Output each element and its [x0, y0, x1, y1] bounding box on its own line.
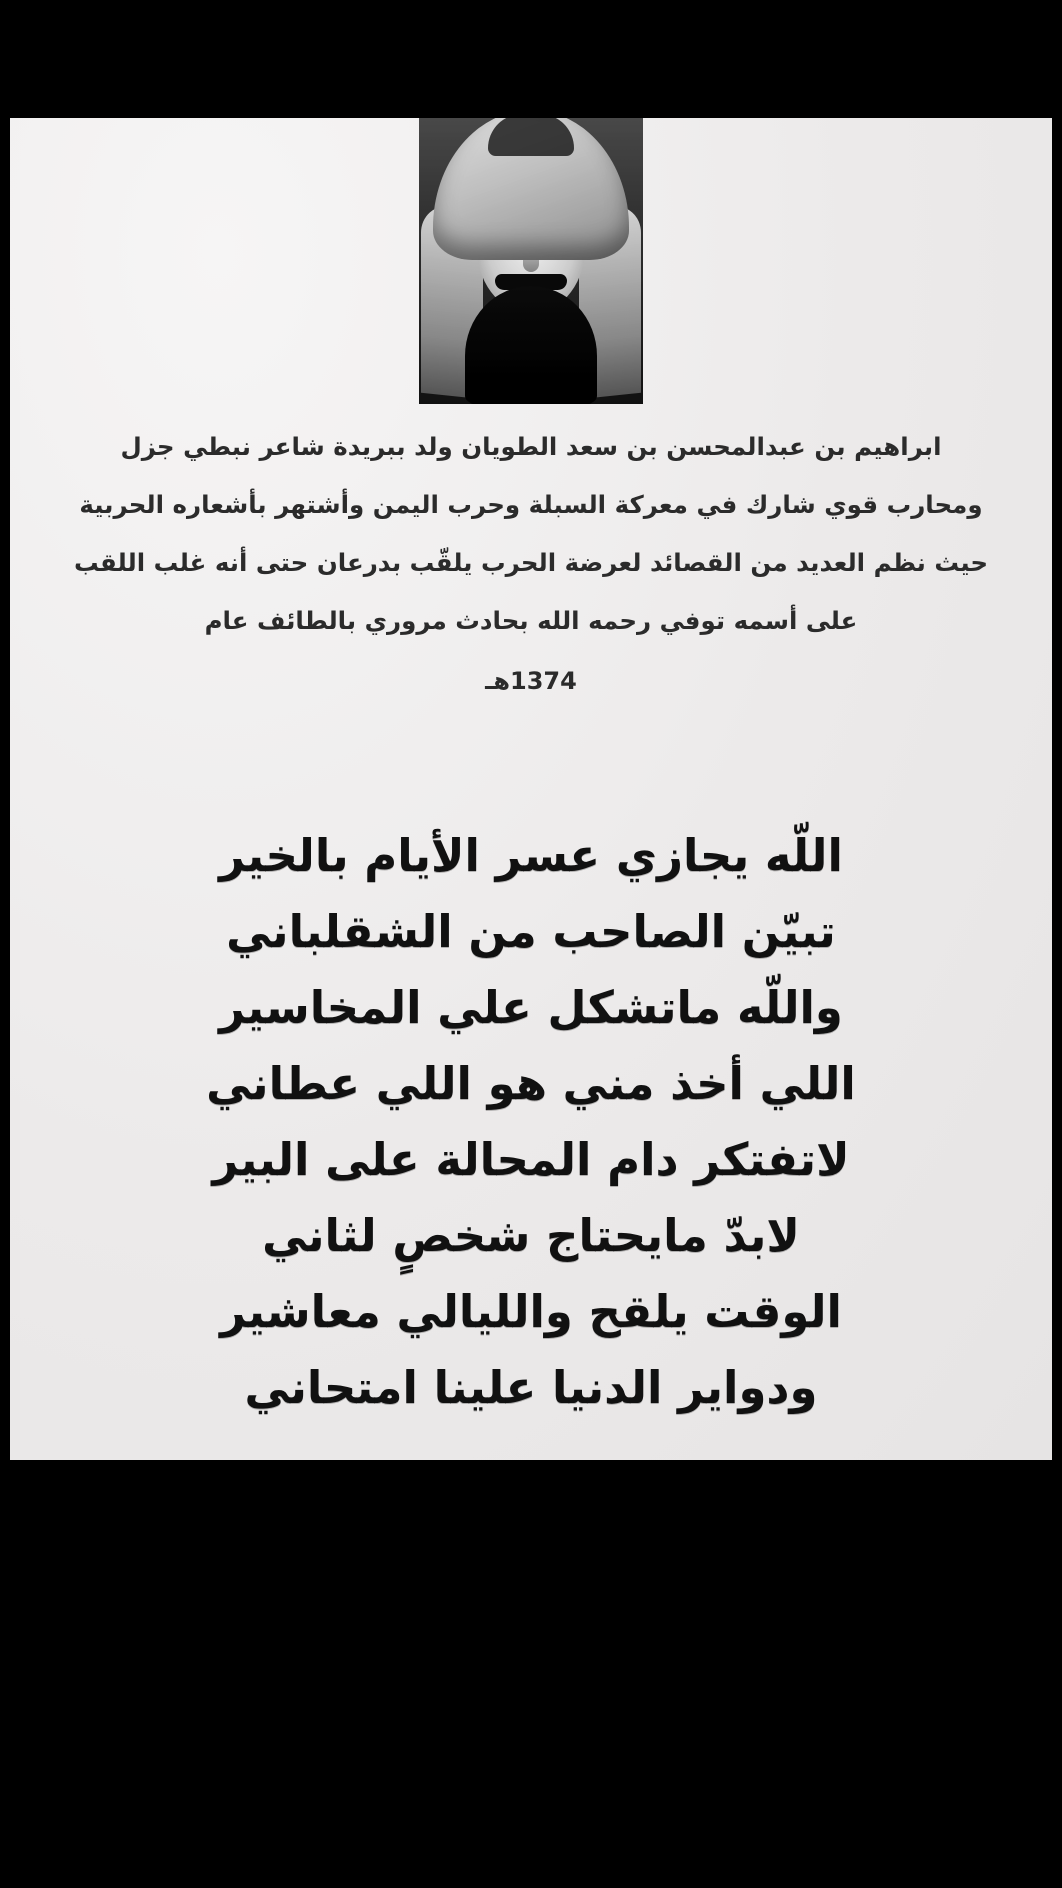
poem-line: لابدّ مايحتاج شخصٍ لثاني [262, 1209, 800, 1262]
poem-line: تبيّن الصاحب من الشقلباني [226, 905, 836, 958]
portrait-photo [419, 118, 643, 404]
letterbox-bar-bottom [0, 1460, 1062, 1888]
poem-line: لاتفتكر دام المحالة على البير [212, 1133, 850, 1186]
biography-paragraph [70, 418, 992, 710]
letterbox-bar-top [0, 0, 1062, 118]
biography-text: ابراهيم بن عبدالمحسن بن سعد الطويان ولد ببريدة شاعر نبطي جزل ومحارب قوي شارك في معركة السبلة وحرب اليمن وأشتهر بأشعاره الحربية حيث نظم العديد من القصائد لعرضة الحرب يلقّب بدرعان حتى أنه غلب اللقب على أسمه توفي رحمه الله بحادث مروري بالطائف عام [73, 432, 989, 635]
letterbox-bar-right [1052, 118, 1062, 1460]
poem-line: واللّه ماتشكل علي المخاسير [219, 981, 843, 1034]
poem-line: اللّه يجازي عسر الأيام بالخير [219, 829, 843, 882]
poem-line: ودواير الدنيا علينا امتحاني [244, 1361, 818, 1414]
poem-line: اللي أخذ مني هو اللي عطاني [206, 1057, 856, 1110]
poem-body [50, 818, 1012, 1426]
poem-line: الوقت يلقح والليالي معاشير [220, 1285, 842, 1338]
poem-poster [10, 118, 1052, 1460]
portrait-frame [419, 118, 643, 404]
letterbox-bar-left [0, 118, 10, 1460]
biography-year: 1374هـ [485, 667, 577, 695]
